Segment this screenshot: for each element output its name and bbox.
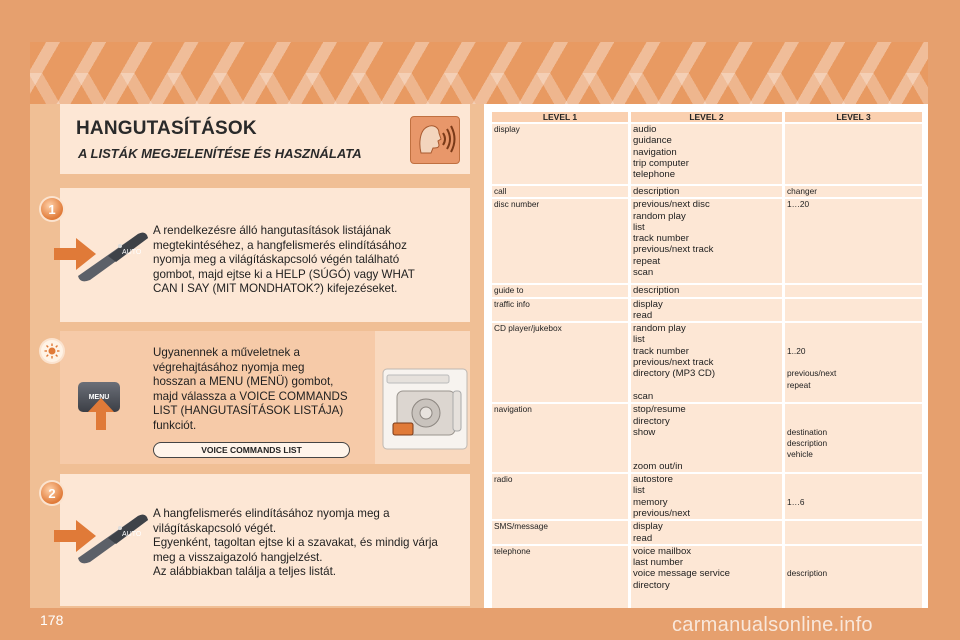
table-row [492, 285, 922, 296]
level-2-cell: display read [631, 521, 782, 544]
level-2-cell: display read [631, 299, 782, 322]
table-row [492, 474, 922, 519]
step-2-text: A hangfelismerés elindításához nyomja meg a világításkapcsoló végét. Egyenként, tagoltan ejtse ki a szavakat, és mindig várja meg a visszaigazoló hangjelzést. Az alábbiakban találja a teljes listát. [153, 507, 438, 578]
arrow-up-icon [86, 393, 116, 432]
level-3-cell: 1..20 previous/next repeat [785, 323, 922, 402]
level-1-cell: guide to [492, 285, 628, 296]
level-1-cell: navigation [492, 404, 628, 472]
watermark: carmanualsonline.info [672, 614, 873, 636]
level-1-cell: traffic info [492, 299, 628, 322]
level-3-cell: description [785, 546, 922, 608]
step-2-badge: 2 [41, 482, 63, 504]
level-3-cell: changer [785, 186, 922, 197]
tip-sun-icon [41, 340, 63, 362]
svg-text:AUTO: AUTO [122, 531, 142, 538]
header-level-1: LEVEL 1 [492, 112, 628, 122]
level-1-cell: radio [492, 474, 628, 519]
page-subtitle: A LISTÁK MEGJELENÍTÉSE ÉS HASZNÁLATA [78, 146, 362, 161]
level-3-cell [785, 124, 922, 184]
table-row [492, 124, 922, 184]
menu-key-label: MENU [88, 393, 110, 401]
level-1-cell: disc number [492, 199, 628, 283]
svg-text:AUTO: AUTO [122, 249, 142, 256]
level-2-cell: audio guidance navigation trip computer telephone [631, 124, 782, 184]
level-1-cell: SMS/message [492, 521, 628, 544]
radio-panel-illustration [375, 331, 470, 464]
table-row [492, 199, 922, 283]
voice-commands-table [489, 110, 925, 610]
level-3-cell: destination description vehicle [785, 404, 922, 472]
tip-text: Ugyanennek a műveletnek a végrehajtásához nyomja meg hosszan a MENU (MENÜ) gombot, majd válassza a VOICE COMMANDS LIST (HANGUTASÍTÁSOK LISTÁJA) funkciót. [153, 346, 348, 432]
page-title: HANGUTASÍTÁSOK [76, 118, 257, 139]
header-level-3: LEVEL 3 [785, 112, 922, 122]
level-1-cell: telephone [492, 546, 628, 608]
light-stalk-icon [72, 226, 152, 282]
step-1-text: A rendelkezésre álló hangutasítások listájának megtekintéséhez, a hangfelismerés elindításához nyomja meg a világításkapcsoló végén található gombot, majd ejtse ki a HELP (SÚGÓ) vagy WHAT CAN I SAY (MIT MONDHATOK?) kifejezéseket. [153, 224, 415, 295]
title-box [60, 104, 470, 174]
level-2-cell: random play list track number previous/next track directory (MP3 CD) scan [631, 323, 782, 402]
table-row [492, 186, 922, 197]
voice-commands-list-button[interactable]: VOICE COMMANDS LIST [153, 442, 350, 458]
table-row [492, 546, 922, 608]
level-2-cell: description [631, 186, 782, 197]
level-3-cell: 1…20 [785, 199, 922, 283]
level-3-cell: 1…6 [785, 474, 922, 519]
voice-commands-table-panel [484, 104, 928, 608]
level-2-cell: autostore list memory previous/next [631, 474, 782, 519]
level-2-cell: description [631, 285, 782, 296]
voice-speaking-icon [410, 116, 460, 164]
table-row [492, 404, 922, 472]
table-row [492, 299, 922, 322]
level-2-cell: voice mailbox last number voice message service directory [631, 546, 782, 608]
level-1-cell: display [492, 124, 628, 184]
page-number: 178 [40, 612, 64, 628]
table-row [492, 323, 922, 402]
table-header-row [492, 112, 922, 122]
level-2-cell: stop/resume directory show zoom out/in [631, 404, 782, 472]
level-3-cell [785, 521, 922, 544]
level-3-cell [785, 285, 922, 296]
step-1-badge: 1 [41, 198, 63, 220]
level-1-cell: call [492, 186, 628, 197]
level-1-cell: CD player/jukebox [492, 323, 628, 402]
header-level-2: LEVEL 2 [631, 112, 782, 122]
light-stalk-icon [72, 508, 152, 564]
decorative-chevron-band [30, 42, 928, 104]
level-2-cell: previous/next disc random play list track number previous/next track repeat scan [631, 199, 782, 283]
table-row [492, 521, 922, 544]
level-3-cell [785, 299, 922, 322]
